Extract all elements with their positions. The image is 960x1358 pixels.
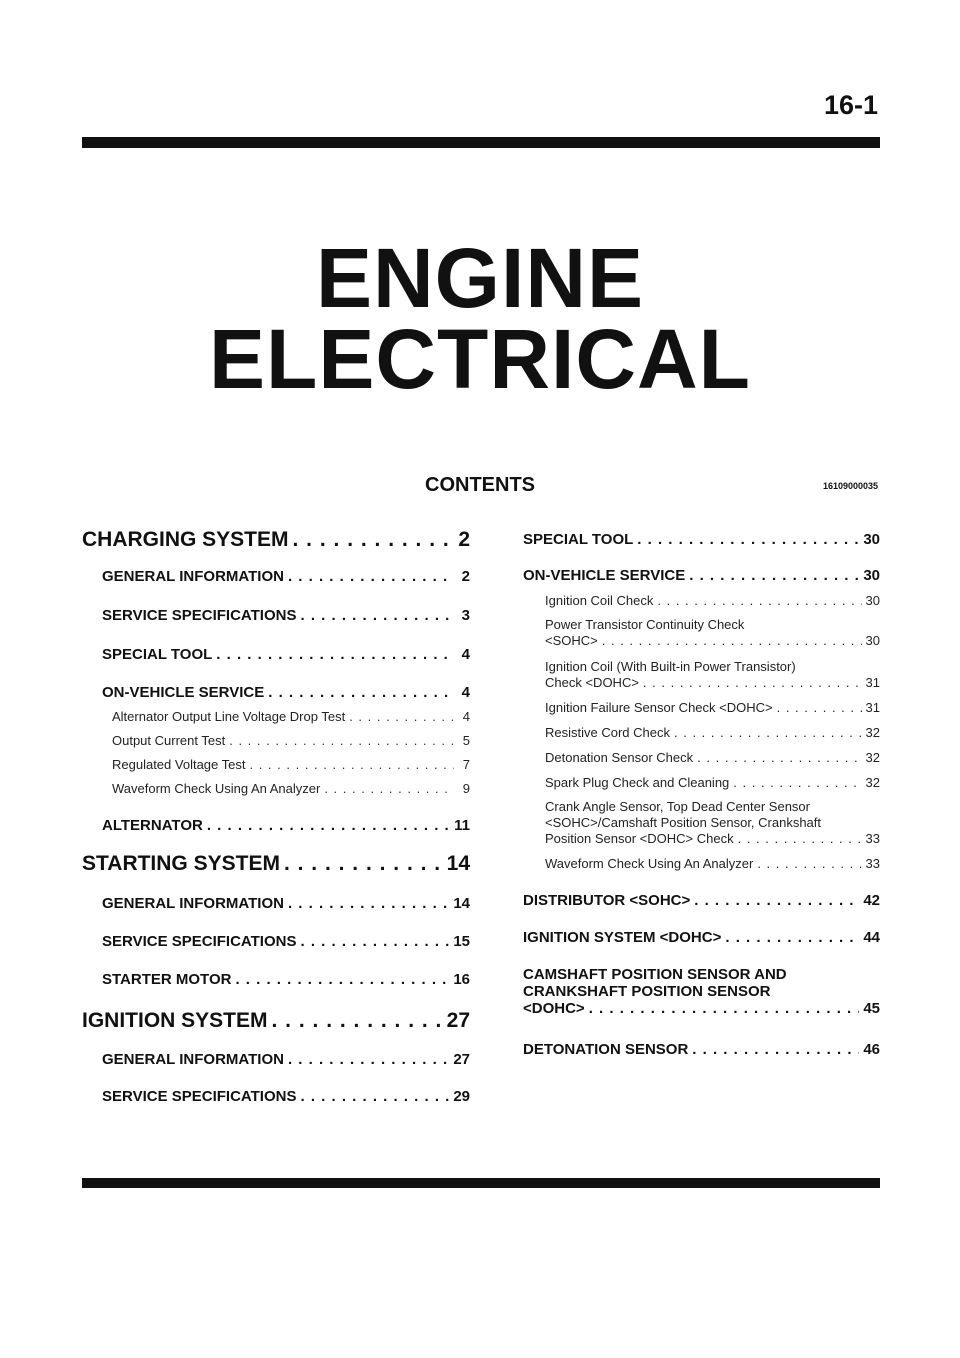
leader-dots: [637, 531, 859, 548]
toc-label: SPECIAL TOOL: [523, 531, 634, 548]
toc-entry-charging-system[interactable]: [82, 528, 470, 552]
toc-page: 29: [453, 1088, 470, 1105]
leader-dots: [288, 895, 449, 912]
toc-entry-detonation-sensor[interactable]: [523, 1041, 880, 1058]
leader-dots: [692, 1041, 859, 1058]
toc-entry-alternator-output-line-voltage-drop-test[interactable]: [82, 709, 470, 724]
toc-label: ON-VEHICLE SERVICE: [102, 684, 265, 701]
toc-page: 14: [446, 852, 470, 875]
toc-entry-service-specifications[interactable]: [82, 607, 470, 624]
toc-label-line-last: [523, 1000, 880, 1017]
toc-page: 31: [865, 675, 880, 690]
toc-page: 30: [865, 593, 880, 608]
toc-label: ON-VEHICLE SERVICE: [523, 567, 686, 584]
leader-dots: [300, 607, 454, 624]
leader-dots: [349, 709, 454, 724]
toc-label: DISTRIBUTOR <SOHC>: [523, 892, 691, 909]
leader-dots: [589, 1000, 860, 1017]
toc-entry-ignition-system-dohc[interactable]: [523, 929, 880, 946]
toc-page: 4: [462, 709, 470, 724]
toc-page: 14: [453, 895, 470, 912]
leader-dots: [602, 633, 862, 649]
toc-label: CHARGING SYSTEM: [82, 528, 289, 551]
leader-dots: [268, 684, 454, 701]
toc-label: Regulated Voltage Test: [112, 757, 246, 772]
page-number: 16-1: [823, 90, 878, 120]
toc-entry-starter-motor[interactable]: [82, 971, 470, 988]
leader-dots: [324, 781, 454, 796]
contents-heading: CONTENTS: [425, 474, 535, 496]
toc-entry-output-current-test[interactable]: [82, 733, 470, 748]
leader-dots: [272, 1009, 443, 1033]
toc-page: 2: [461, 568, 470, 585]
toc-label: Spark Plug Check and Cleaning: [545, 775, 730, 790]
toc-label: Check <DOHC>: [545, 675, 639, 690]
toc-entry-ignition-coil-built-in[interactable]: [523, 659, 880, 691]
toc-page: 42: [863, 892, 880, 909]
toc-page: 46: [863, 1041, 880, 1058]
toc-label: SPECIAL TOOL: [102, 646, 213, 663]
toc-label: IGNITION SYSTEM: [82, 1009, 268, 1032]
toc-label: Resistive Cord Check: [545, 725, 670, 740]
toc-label: GENERAL INFORMATION: [102, 568, 284, 585]
leader-dots: [207, 817, 450, 834]
toc-page: 7: [462, 757, 470, 772]
toc-page: 33: [865, 831, 880, 846]
leader-dots: [300, 1088, 449, 1105]
toc-entry-service-specifications[interactable]: [82, 933, 470, 950]
toc-entry-regulated-voltage-test[interactable]: [82, 757, 470, 772]
toc-label: <SOHC>: [545, 633, 598, 648]
toc-page: 9: [462, 781, 470, 796]
toc-label: STARTER MOTOR: [102, 971, 232, 988]
toc-page: 11: [454, 817, 470, 834]
toc-page: 27: [446, 1009, 470, 1032]
toc-entry-power-transistor-continuity-check[interactable]: [523, 617, 880, 649]
toc-label: <DOHC>: [523, 1000, 585, 1017]
toc-label-line-last: [545, 633, 880, 649]
leader-dots: [738, 831, 862, 847]
leader-dots: [674, 725, 862, 740]
toc-page: 30: [865, 633, 880, 648]
toc-page: 32: [865, 725, 880, 740]
toc-label-line: CRANKSHAFT POSITION SENSOR: [523, 983, 771, 1000]
toc-page: 32: [865, 775, 880, 790]
leader-dots: [293, 528, 454, 552]
toc-label: STARTING SYSTEM: [82, 852, 280, 875]
leader-dots: [757, 856, 861, 871]
toc-label: DETONATION SENSOR: [523, 1041, 689, 1058]
toc-label: Waveform Check Using An Analyzer: [112, 781, 321, 796]
toc-entry-crank-angle-sensor-check[interactable]: [523, 799, 880, 847]
toc-label: IGNITION SYSTEM <DOHC>: [523, 929, 722, 946]
toc-entry-camshaft-position-sensor[interactable]: [523, 966, 880, 1017]
toc-entry-alternator[interactable]: [82, 817, 470, 834]
toc-label-line: Crank Angle Sensor, Top Dead Center Sensor: [545, 799, 810, 814]
toc-label: Position Sensor <DOHC> Check: [545, 831, 734, 846]
toc-page: 30: [863, 567, 880, 584]
leader-dots: [284, 852, 443, 876]
title-line-2: ELECTRICAL: [209, 312, 751, 406]
toc-page: 4: [461, 646, 470, 663]
toc-page: 2: [458, 528, 470, 551]
toc-label: GENERAL INFORMATION: [102, 1051, 284, 1068]
toc-entry-general-information[interactable]: [82, 895, 470, 912]
toc-entry-special-tool[interactable]: [523, 531, 880, 548]
leader-dots: [288, 568, 454, 585]
toc-entry-starting-system[interactable]: [82, 852, 470, 876]
leader-dots: [288, 1051, 449, 1068]
toc-entry-waveform-check[interactable]: [82, 781, 470, 796]
toc-page: 4: [461, 684, 470, 701]
toc-label: Ignition Failure Sensor Check <DOHC>: [545, 700, 773, 715]
toc-entry-detonation-sensor-check[interactable]: [523, 750, 880, 765]
toc-label: ALTERNATOR: [102, 817, 203, 834]
leader-dots: [733, 775, 861, 790]
toc-entry-on-vehicle-service[interactable]: [82, 684, 470, 701]
toc-page: 3: [461, 607, 470, 624]
toc-entry-on-vehicle-service[interactable]: [523, 567, 880, 584]
leader-dots: [235, 971, 449, 988]
toc-page: 27: [453, 1051, 470, 1068]
toc-label: Alternator Output Line Voltage Drop Test: [112, 709, 346, 724]
toc-label: Output Current Test: [112, 733, 226, 748]
toc-label-line: Power Transistor Continuity Check: [545, 617, 745, 632]
toc-entry-ignition-failure-sensor-check[interactable]: [523, 700, 880, 715]
leader-dots: [643, 675, 862, 691]
toc-entry-spark-plug-check[interactable]: [523, 775, 880, 790]
toc-page: 15: [453, 933, 470, 950]
toc-label-line: CAMSHAFT POSITION SENSOR AND: [523, 966, 787, 983]
toc-label-line: Ignition Coil (With Built-in Power Transistor): [545, 659, 796, 674]
toc-page: 32: [865, 750, 880, 765]
toc-page: 5: [462, 733, 470, 748]
leader-dots: [697, 750, 861, 765]
leader-dots: [229, 733, 454, 748]
toc-page: 30: [863, 531, 880, 548]
leader-dots: [725, 929, 859, 946]
toc-label-line-last: [545, 831, 880, 847]
toc-entry-waveform-check[interactable]: [523, 856, 880, 871]
toc-entry-special-tool[interactable]: [82, 646, 470, 663]
toc-page: 33: [865, 856, 880, 871]
leader-dots: [777, 700, 862, 715]
document-code: 16109000035: [822, 481, 878, 491]
title-line-1: ENGINE: [315, 231, 645, 325]
toc-page: 16: [453, 971, 470, 988]
toc-entry-general-information[interactable]: [82, 1051, 470, 1068]
toc-entry-ignition-coil-check[interactable]: [523, 593, 880, 608]
toc-label: Ignition Coil Check: [545, 593, 654, 608]
toc-label: SERVICE SPECIFICATIONS: [102, 1088, 297, 1105]
toc-label-line: <SOHC>/Camshaft Position Sensor, Crankshaft: [545, 815, 822, 830]
toc-page: 45: [863, 1000, 880, 1017]
toc-entry-resistive-cord-check[interactable]: [523, 725, 880, 740]
top-rule: [82, 137, 880, 148]
toc-label: Detonation Sensor Check: [545, 750, 694, 765]
toc-label-line-last: [545, 675, 880, 691]
toc-entry-distributor[interactable]: [523, 892, 880, 909]
leader-dots: [249, 757, 454, 772]
leader-dots: [300, 933, 449, 950]
leader-dots: [689, 567, 859, 584]
toc-entry-service-specifications[interactable]: [82, 1088, 470, 1105]
leader-dots: [694, 892, 859, 909]
leader-dots: [657, 593, 861, 608]
toc-page: 44: [863, 929, 880, 946]
leader-dots: [216, 646, 454, 663]
bottom-rule: [82, 1178, 880, 1188]
toc-label: SERVICE SPECIFICATIONS: [102, 933, 297, 950]
toc-entry-ignition-system[interactable]: [82, 1009, 470, 1033]
toc-page: 31: [865, 700, 880, 715]
toc-entry-general-information[interactable]: [82, 568, 470, 585]
toc-label: GENERAL INFORMATION: [102, 895, 284, 912]
toc-label: Waveform Check Using An Analyzer: [545, 856, 754, 871]
toc-label: SERVICE SPECIFICATIONS: [102, 607, 297, 624]
